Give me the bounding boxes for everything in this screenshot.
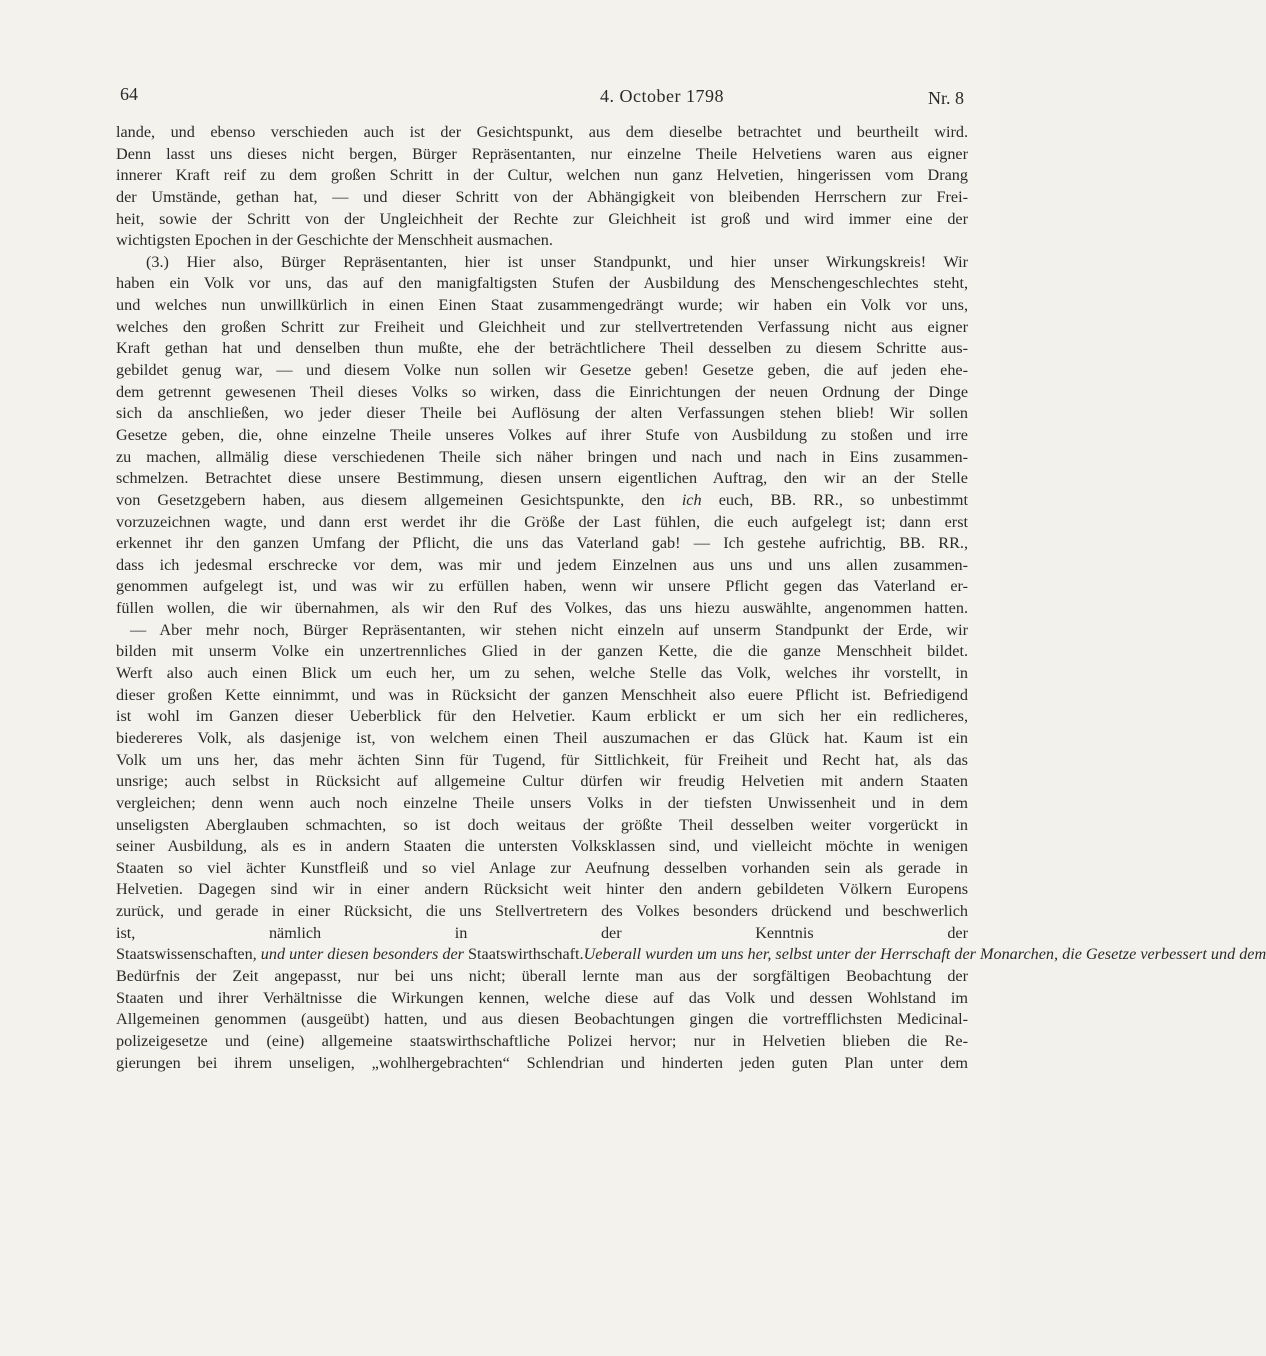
text-line: dieser großen Kette einnimmt, und was in Rücksicht der ganzen Menschheit also euere Pflicht ist. Befriedigend (116, 685, 968, 704)
text-line: lande, und ebenso verschieden auch ist der Gesichtspunkt, aus dem dieselbe betrachtet und beurtheilt wird. (116, 123, 968, 141)
text-line: erkennet ihr den ganzen Umfang der Pflicht, die uns das Vaterland gab! — Ich gestehe aufrichtig, BB. RR., (116, 534, 968, 553)
text-segment: von Gesetzgebern haben, aus diesem allgemeinen Gesichtspunkte, den (116, 490, 682, 509)
text-line: gebildet genug war, — und diesem Volke nun sollen wir Gesetze geben! Gesetze geben, die auf jeden ehe- (116, 361, 968, 380)
text-line: unseligsten Aberglauben schmachten, so ist doch weitaus der größte Theil desselben weiter vorgerückt in (116, 815, 968, 834)
text-line: Staaten und ihrer Verhältnisse die Wirkungen kennen, welche diese auf das Volk und dessen Wohlstand im (116, 988, 968, 1007)
text-line: dass ich jedesmal erschrecke vor dem, was mir und jedem Einzelnen aus uns und uns allen zusammen- (116, 555, 968, 574)
text-line: Gesetze geben, die, ohne einzelne Theile unseres Volkes auf ihrer Stufe von Ausbildung zu stoßen und irre (116, 425, 968, 444)
running-head (118, 84, 964, 112)
text-line: Staaten so viel ächter Kunstfleiß und so viel Anlage zur Aeufnung desselben vorhanden sein als gerade in (116, 858, 968, 877)
text-segment: Staatswirthschaft. (468, 945, 584, 964)
paragraph-start-line: (3.) Hier also, Bürger Repräsentanten, hier ist unser Standpunkt, und hier unser Wirkungskreis! Wir (146, 252, 968, 271)
text-line: welches den großen Schritt zur Freiheit und Gleichheit und zur stellvertretenden Verfassung nicht aus eigner (116, 317, 968, 336)
text-line: ist, nämlich in der Kenntnis der (116, 923, 968, 942)
text-line: Kraft gethan hat und denselben thun mußte, ehe der beträchtlichere Theil desselben zu diesem Schritte aus- (116, 339, 968, 358)
emphasis-staatswirthschaft: Ueberall wurden um uns her, selbst unter der Herrschaft der Monarchen, die Gesetze verbessert und dem (583, 945, 1266, 964)
text-line-with-emphasis (116, 490, 968, 512)
text-line: zu machen, allmälig diese verschiedenen Theile sich näher bringen und nach und nach in Eins zusammen- (116, 447, 968, 466)
emphasis-ich: ich (681, 490, 702, 509)
text-line: seiner Ausbildung, als es in andern Staaten die untersten Volksklassen sind, und vielleicht möchte in wenigen (116, 837, 968, 856)
text-line: — Aber mehr noch, Bürger Repräsentanten, wir stehen nicht einzeln auf unserm Standpunkt der Erde, wir (130, 620, 968, 639)
text-segment: Staatswissenschaften (116, 945, 253, 964)
body-text (116, 122, 1266, 1096)
text-segment: euch, BB. RR., so unbestimmt (701, 490, 968, 509)
text-line: Bedürfnis der Zeit angepasst, nur bei uns nicht; überall lernte man aus der sorgfältigen Beobachtung der (116, 966, 968, 985)
text-line: genommen aufgelegt ist, und was wir zu erfüllen haben, wenn wir unsere Pflicht gegen das Vaterland er- (116, 577, 968, 596)
text-line: zurück, und gerade in einer Rücksicht, die uns Stellvertretern des Volkes besonders drückend und beschwerlich (116, 902, 968, 921)
text-line: Allgemeinen genommen (ausgeübt) hatten, und aus diesen Beobachtungen gingen die vortrefflichsten Medicinal- (116, 1010, 968, 1029)
text-line: bilden mit unserm Volke ein unzertrennliches Glied in der ganzen Kette, die die ganze Menschheit bildet. (116, 642, 968, 661)
page-number: 64 (120, 84, 138, 104)
issue-number: Nr. 8 (928, 88, 964, 108)
text-line: Denn lasst uns dieses nicht bergen, Bürger Repräsentanten, nur einzelne Theile Helvetiens waren aus eigner (116, 144, 968, 163)
text-line: wichtigsten Epochen in der Geschichte der Menschheit ausmachen. (116, 231, 553, 250)
text-line: unsrige; auch selbst in Rücksicht auf allgemeine Cultur dürfen wir freudig Helvetien mit andern Staaten (116, 772, 968, 791)
text-line: innerer Kraft reif zu dem großen Schritt in der Cultur, welchen nun ganz Helvetien, hingerissen vom Drang (116, 166, 968, 185)
text-line: vergleichen; denn wenn auch noch einzelne Theile unsers Volks in der tiefsten Unwissenheit und in dem (116, 793, 968, 812)
text-line: heit, sowie der Schritt von der Ungleichheit der Rechte zur Gleichheit ist groß und wird immer eine der (116, 209, 968, 228)
text-line: füllen wollen, die wir übernahmen, als wir den Ruf des Volkes, das uns hiezu auswählte, angenommen hatten. (116, 599, 968, 618)
text-line: und welches nun unwillkürlich in einen Einen Staat zusammengedrängt wurde; wir haben ein Volk vor uns, (116, 296, 968, 315)
text-line: Werft also auch einen Blick um euch her, um zu sehen, welche Stelle das Volk, welches ihr vorstellt, in (116, 664, 968, 683)
text-line (116, 1074, 968, 1096)
text-line: Volk um uns her, das mehr ächten Sinn für Tugend, für Sittlichkeit, für Freiheit und Recht hat, als das (116, 750, 968, 769)
text-line: ist wohl im Ganzen dieser Ueberblick für den Helvetier. Kaum erblickt er um sich her ein redlicheres, (116, 707, 968, 726)
text-line: haben ein Volk vor uns, das auf den manigfaltigsten Stufen der Ausbildung des Menschengeschlechtes steht, (116, 274, 968, 293)
issue-date: 4. October 1798 (600, 86, 724, 106)
text-line: schmelzen. Betrachtet diese unsere Bestimmung, diesen unsern eigentlichen Auftrag, den wir an der Stelle (116, 469, 968, 488)
text-line: gierungen bei ihrem unseligen, „wohlhergebrachten“ Schlendrian und hinderten jeden guten Plan unter dem (116, 1053, 968, 1072)
text-line-with-emphasis (116, 944, 1266, 966)
text-line: der Umstände, gethan hat, — und dieser Schritt von der Abhängigkeit von bleibenden Herrschern zur Frei- (116, 187, 968, 206)
emphasis-staatswissenschaften: , und unter diesen besonders der (252, 945, 469, 964)
text-line: dem getrennt gewesenen Theil dieses Volks so wirken, dass die Einrichtungen der neuen Ordnung der Dinge (116, 382, 968, 401)
text-line: vorzuzeichnen wagte, und dann erst werdet ihr die Größe der Last fühlen, die euch aufgelegt ist; dann erst (116, 512, 968, 531)
text-line: sich da anschließen, wo jeder dieser Theile bei Auflösung der alten Verfassungen stehen blieb! Wir sollen (116, 404, 968, 423)
text-line: Helvetien. Dagegen sind wir in einer andern Rücksicht weit hinter den andern gebildeten Völkern Europens (116, 880, 968, 899)
text-line: biedereres Volk, als dasjenige ist, von welchem einen Theil auszumachen er das Glück hat. Kaum ist ein (116, 728, 968, 747)
text-line: polizeigesetze und (eine) allgemeine staatswirthschaftliche Polizei hervor; nur in Helvetien blieben die Re- (116, 1031, 968, 1050)
